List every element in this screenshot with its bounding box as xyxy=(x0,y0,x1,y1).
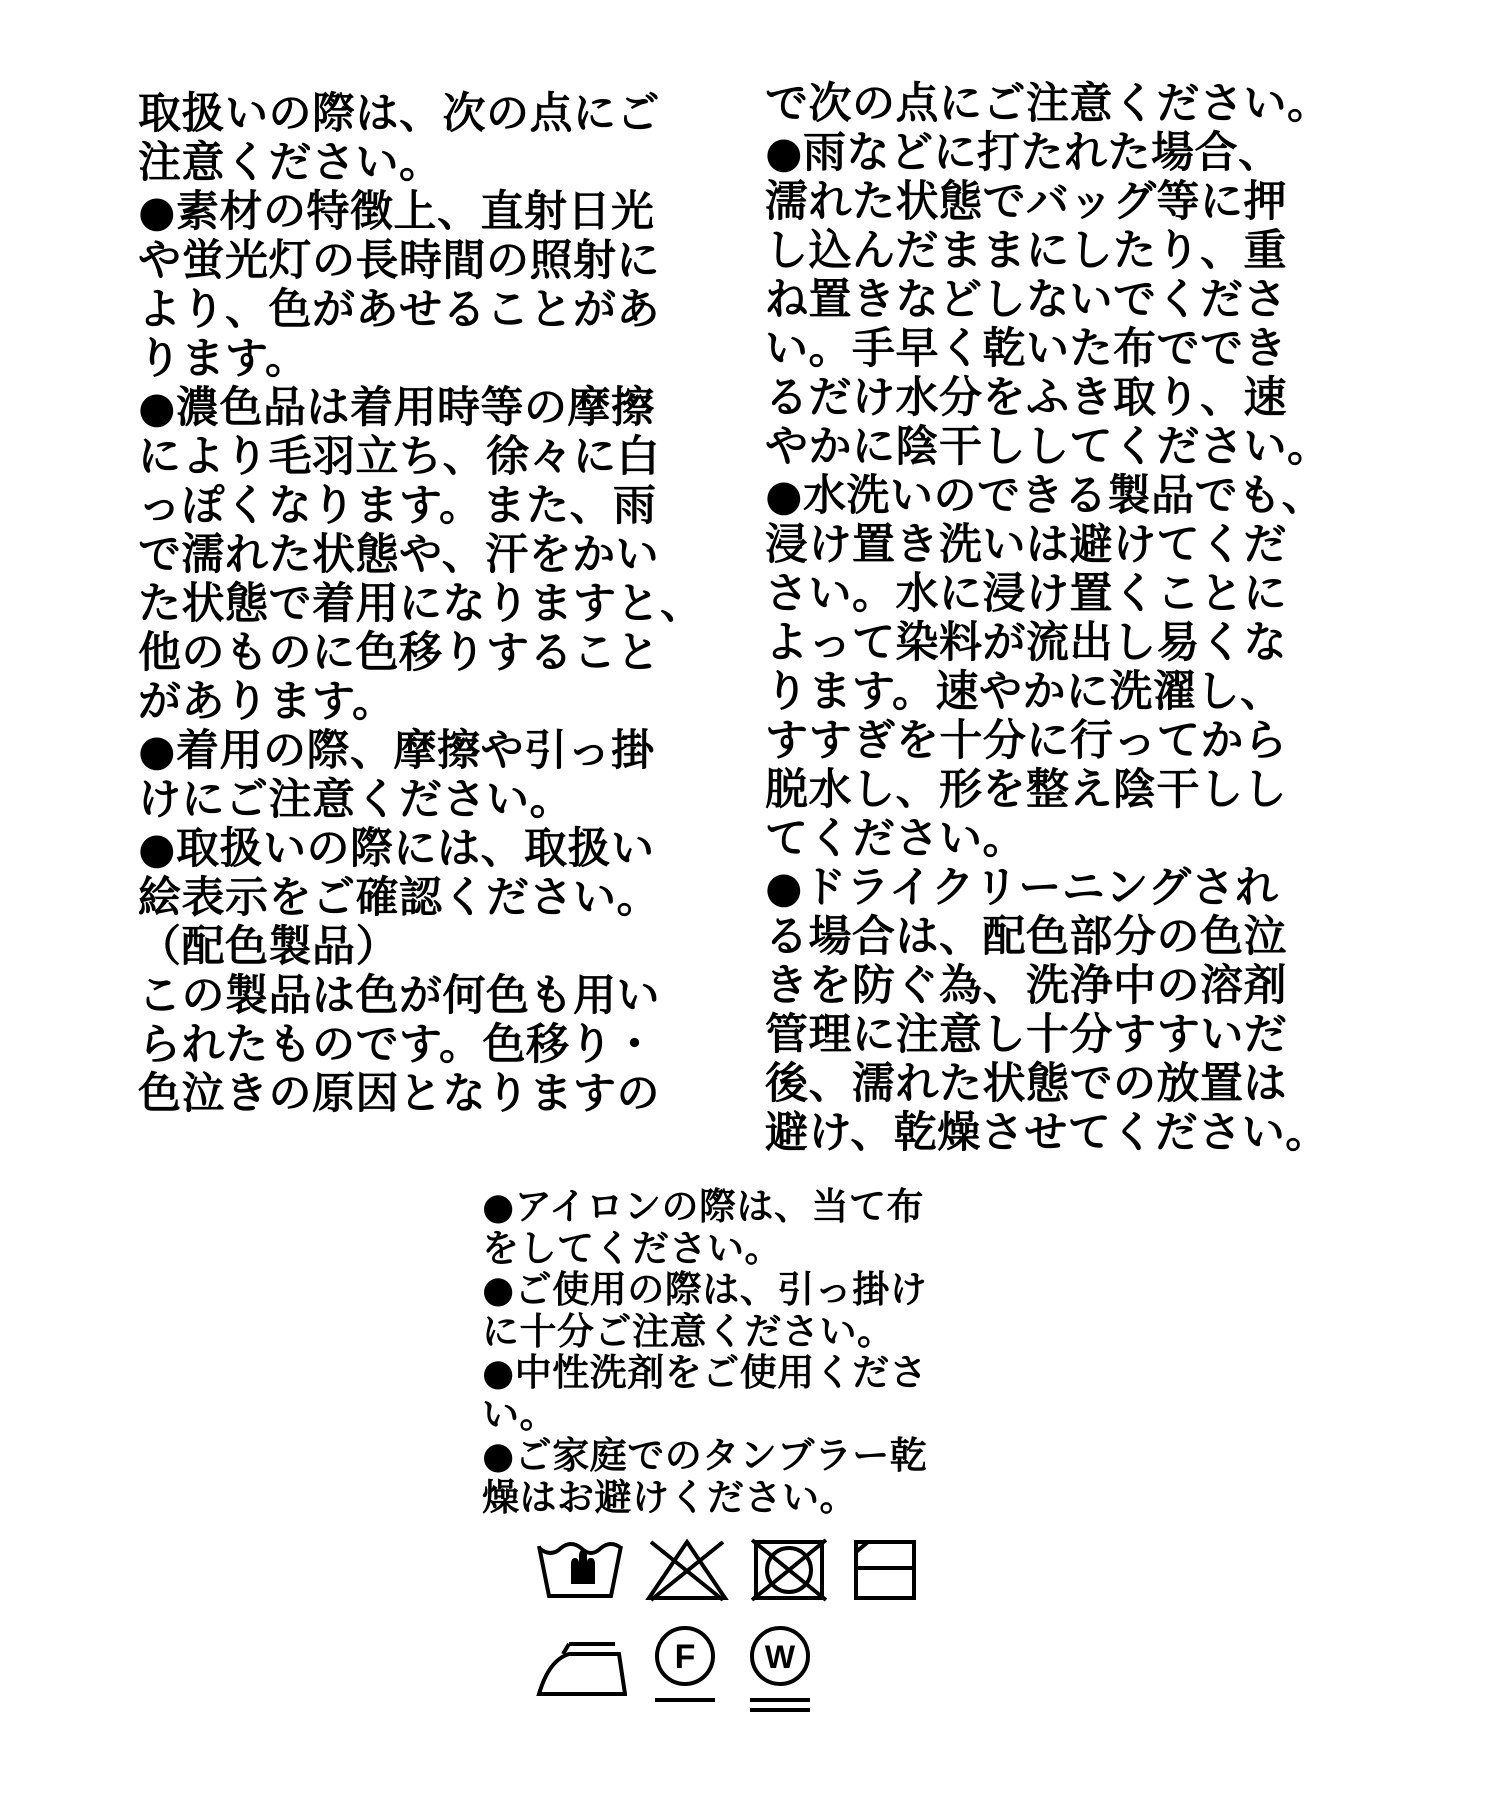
do-not-bleach-icon xyxy=(645,1538,729,1602)
care-symbols xyxy=(535,1538,935,1738)
do-not-tumble-dry-icon xyxy=(750,1538,830,1602)
hand-wash-icon xyxy=(535,1538,625,1602)
dry-clean-f-icon xyxy=(647,1622,723,1712)
dry-clean-letter: F xyxy=(674,1638,696,1676)
left-text-column: 取扱いの際は、次の点にご 注意ください。 ●素材の特徴上、直射日光 や蛍光灯の長時間の照射に より、色があせることがあ ります。 ●濃色品は着用時等の摩擦 により毛羽立ち、徐々に白 っぽくなります。また、雨 で濡れた状態や、汗をかい た状態で着用になりますと、 他のものに色移りすること があります。 ●着用の際、摩擦や引っ掛 けにご注意ください。 ●取扱いの際には、取扱い 絵表示をご確認ください。 （配色製品） この製品は色が何色も用い られたものです。色移り・ 色泣きの原因となりますの xyxy=(138,89,704,1119)
wet-clean-letter: W xyxy=(764,1639,796,1675)
right-text-column: で次の点にご注意ください。 ●雨などに打たれた場合、 濡れた状態でバッグ等に押 し込んだままにしたり、重 ね置きなどしないでくださ い。手早く乾いた布ででき るだけ水分をふき取り、速 やかに陰干ししてください。 ●水洗いのできる製品でも、 浸け置き洗いは避けてくだ さい。水に浸け置くことに よって染料が流出し易くな ります。速やかに洗濯し、 すすぎを十分に行ってから 脱水し、形を整え陰干しし てください。 ●ドライクリーニングされ る場合は、配色部分の色泣 きを防ぐ為、洗浄中の溶剤 管理に注意し十分すすいだ 後、濡れた状態での放置は 避け、乾燥させてください。 xyxy=(765,79,1331,1158)
line-dry-shade-icon xyxy=(850,1538,920,1602)
iron-low-icon xyxy=(535,1638,627,1698)
bottom-text-block: ●アイロンの際は、当て布 をしてください。 ●ご使用の際は、引っ掛け に十分ご注意ください。 ●中性洗剤をご使用くださ い。 ●ご家庭でのタンブラー乾 燥はお避けください。 xyxy=(482,1185,928,1519)
wet-clean-w-icon xyxy=(740,1622,820,1718)
